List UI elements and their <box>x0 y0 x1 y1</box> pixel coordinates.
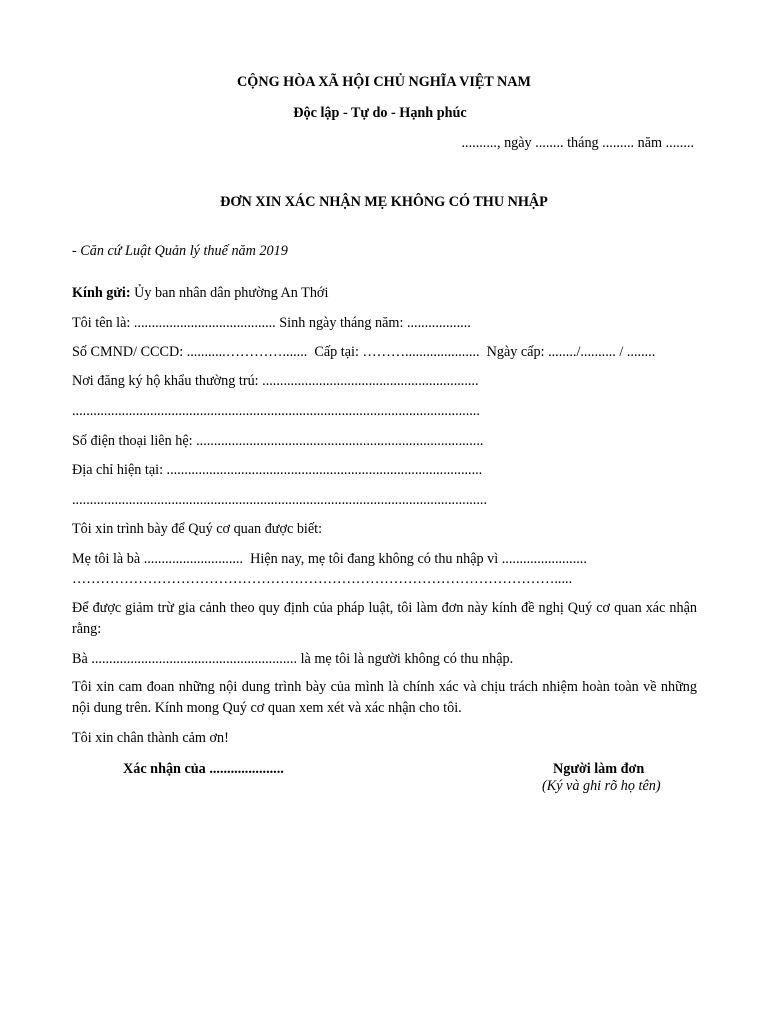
motto: Độc lập - Tự do - Hạnh phúc <box>293 105 467 121</box>
applicant-signature-label: Người làm đơn <box>553 761 645 777</box>
confirmation-signature-label: Xác nhận của ..................... <box>123 761 284 777</box>
mother-continuation: …………………………………………………………………………………………..... <box>72 571 573 587</box>
signature-note: (Ký và ghi rõ họ tên) <box>542 778 661 794</box>
mother-line: Mẹ tôi là bà ............................ Hiện nay, mẹ tôi đang không có thu nhập vì ........................ <box>72 551 587 567</box>
thanks-text: Tôi xin chân thành cảm ơn! <box>72 730 229 746</box>
address-continuation: ..................................................................................................................... <box>72 492 487 508</box>
document-title: ĐƠN XIN XÁC NHẬN MẸ KHÔNG CÓ THU NHẬP <box>220 194 548 210</box>
date-line: .........., ngày ........ tháng ......... năm ........ <box>461 135 694 151</box>
residence-continuation: ................................................................................................................... <box>72 403 480 419</box>
id-field-line: Số CMND/ CCCD: ...........…………....... Cấp tại: ………..................... Ngày cấp: ......../.......... / ........ <box>72 344 656 360</box>
phone-field-line: Số điện thoại liên hệ: ................................................................................. <box>72 433 484 449</box>
request-paragraph: Để được giảm trừ gia cảnh theo quy định của pháp luật, tôi làm đơn này kính đề nghị Quý cơ quan xác nhận rằng: <box>72 600 697 637</box>
intro-text: Tôi xin trình bày để Quý cơ quan được biết: <box>72 521 323 537</box>
commitment-paragraph: Tôi xin cam đoan những nội dung trình bày của mình là chính xác và chịu trách nhiệm hoàn toàn về những nội dung trên. Kính mong Quý cơ quan xem xét và xác nhận cho tôi. <box>72 679 697 716</box>
recipient-line <box>72 284 328 302</box>
recipient-label: Kính gửi: <box>72 285 131 301</box>
address-field-line: Địa chỉ hiện tại: ......................................................................................... <box>72 462 483 478</box>
legal-basis: - Căn cứ Luật Quản lý thuế năm 2019 <box>72 243 288 259</box>
residence-field-line: Nơi đăng ký hộ khẩu thường trú: ............................................................. <box>72 373 479 389</box>
name-field-line: Tôi tên là: ........................................ Sinh ngày tháng năm: .................. <box>72 315 471 331</box>
country-header: CỘNG HÒA XÃ HỘI CHỦ NGHĨA VIỆT NAM <box>237 74 531 90</box>
confirm-line: Bà .......................................................... là mẹ tôi là người không có thu nhập. <box>72 651 514 667</box>
recipient-value: Ủy ban nhân dân phường An Thới <box>130 285 329 301</box>
